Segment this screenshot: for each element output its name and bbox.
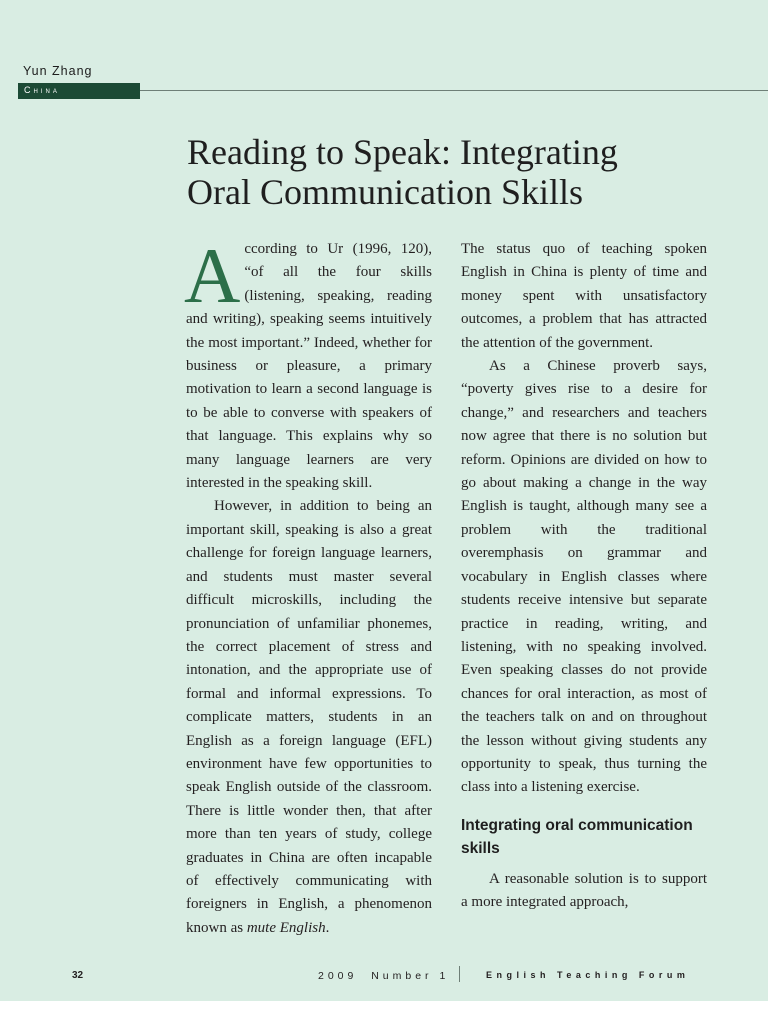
author-name: Yun Zhang: [23, 64, 93, 78]
header-rule: [140, 90, 768, 91]
mute-english-term: mute English: [246, 919, 326, 936]
left-paragraph-2-text: However, in addition to being an important skill, speaking is also a great challenge for foreign language learners, and students must master several difficult microskills, including the pronunciation of unfamiliar phonemes, the correct placement of stress and intonation, and the appropriate use of formal and informal expressions. To complicate matters, students in an English as a foreign language (EFL) environment have few opportunities to speak English outside of the classroom. There is little wonder then, that after more than ten years of study, college graduates in China are often incapable of effectively communicating with foreigners in English, a phenomenon known as: [186, 498, 432, 936]
left-paragraph-2: [186, 495, 432, 940]
title-line-2: Oral Communication Skills: [187, 172, 583, 212]
left-paragraph-2-end: .: [325, 919, 330, 936]
footer-separator: [459, 966, 460, 982]
left-column: [184, 232, 432, 940]
title-line-1: Reading to Speak: Integrating: [187, 132, 618, 172]
article-title: [187, 132, 747, 212]
right-paragraph-2: As a Chinese proverb says, “poverty gives rise to a desire for change,” and researchers and teachers now agree that there is no solution but reform. Opinions are divided on how to go about making a change in the way English is taught, although many see a problem with the traditional overemphasis on grammar and vocabulary in English classes where students receive intensive but separate practice in reading, writing, and listening, with no speaking involved. Even speaking classes do not provide chances for oral interaction, as most of the teachers talk on and on throughout the lesson without giving students any opportunity to speak, thus turning the class into a listening exercise.: [461, 358, 707, 796]
drop-cap: A: [184, 232, 241, 319]
left-paragraph-1: [184, 232, 432, 495]
right-paragraph-3: A reasonable solution is to support a more integrated approach,: [461, 870, 707, 911]
footer-magazine: English Teaching Forum: [486, 970, 690, 980]
right-paragraph-1: The status quo of teaching spoken English in China is plenty of time and money spent with unsatisfactory outcomes, a problem that has attracted the attention of the government.: [461, 241, 707, 351]
left-paragraph-1-text: ccording to Ur (1996, 120), “of all the four skills (listening, speaking, reading and writing), speaking seems intuitively the most important.” Indeed, whether for business or pleasure, a primary motivation to learn a second language is to be able to converse with speakers of that language. This explains why so many language learners are very interested in the speaking skill.: [186, 241, 432, 492]
footer-issue: 2009 Number 1: [318, 970, 450, 982]
country-label: China: [24, 85, 60, 95]
right-column: [461, 238, 707, 915]
country-bar: [18, 83, 140, 99]
section-subheading: Integrating oral communication skills: [461, 816, 693, 857]
page-number: 32: [72, 970, 84, 981]
